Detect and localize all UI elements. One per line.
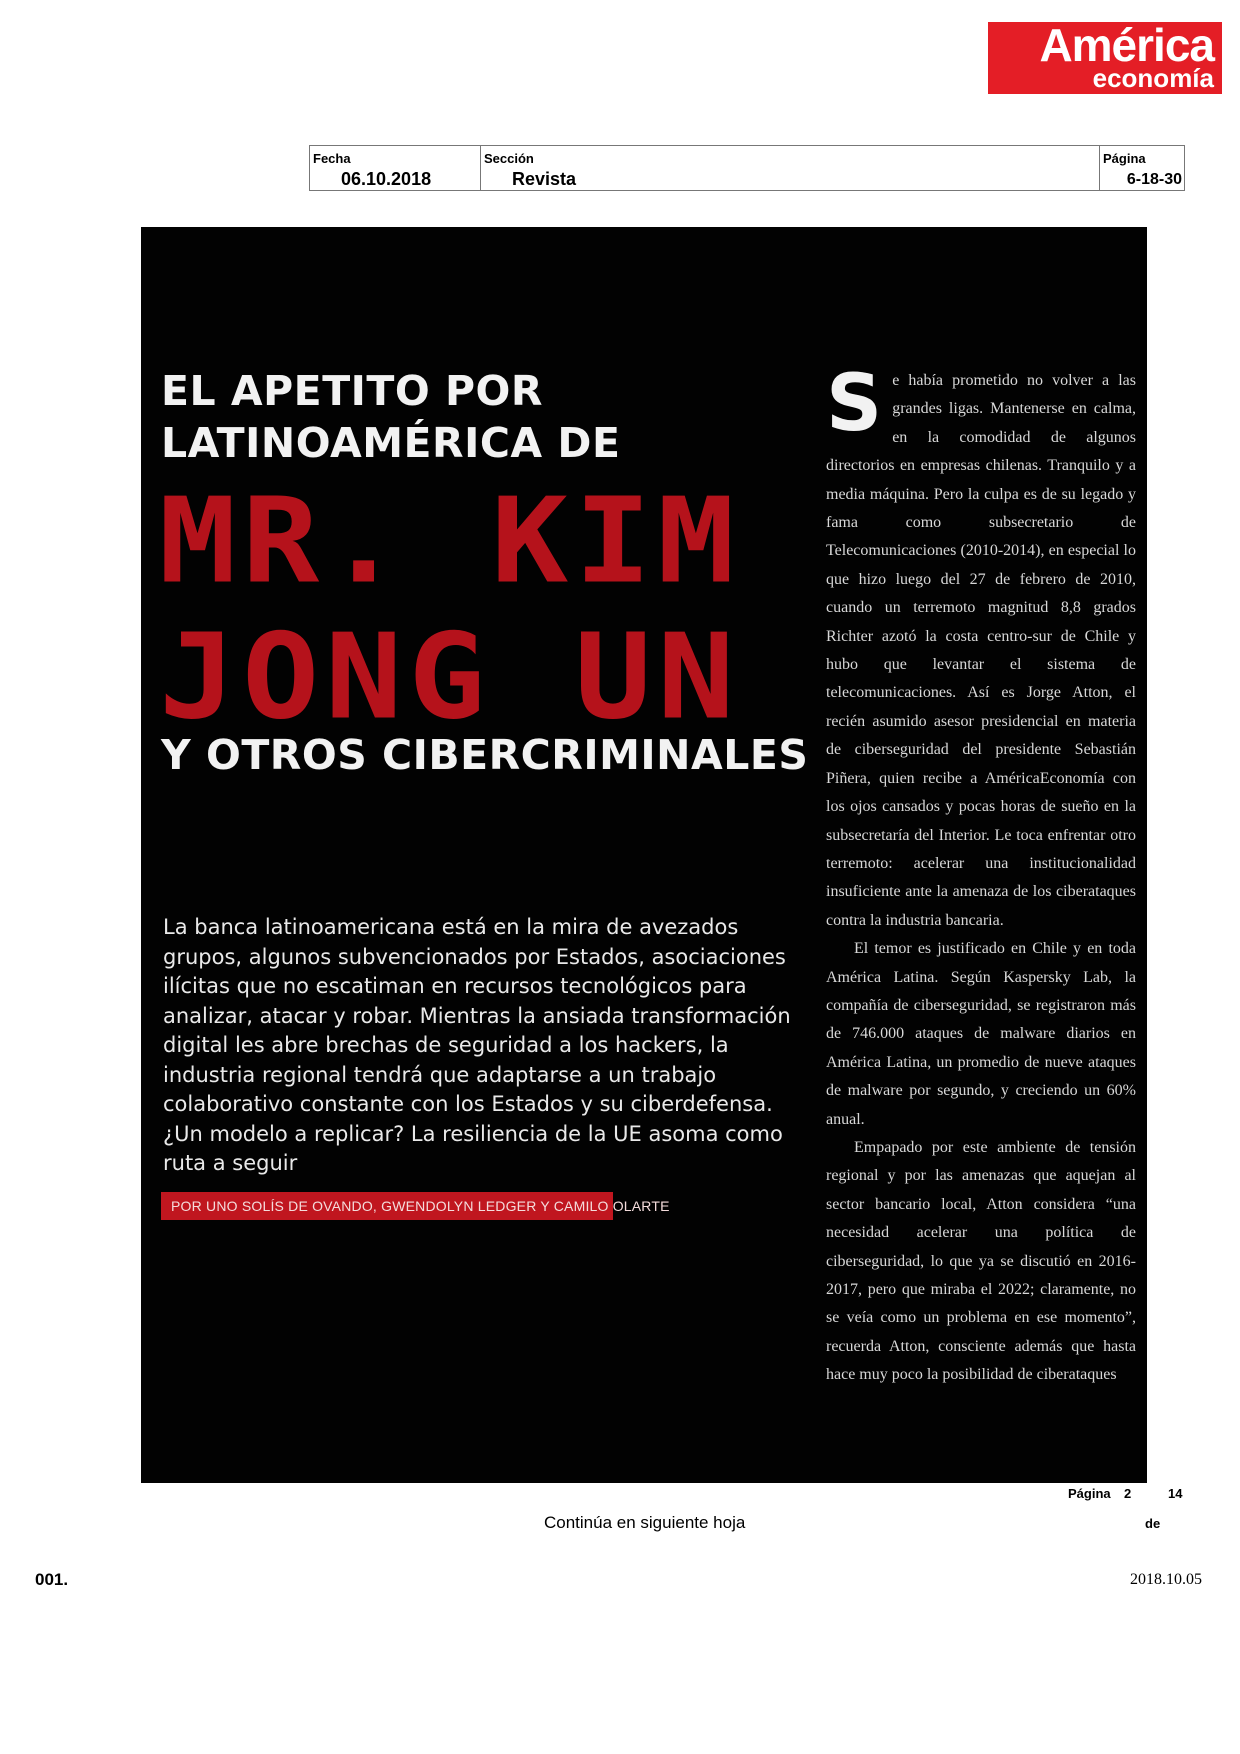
title-red-line-1: MR. KIM [159, 473, 741, 611]
fecha-cell [310, 146, 481, 190]
page-counter-total: 14 [1168, 1486, 1183, 1501]
clipping-meta-table [309, 145, 1185, 191]
article-byline: POR UNO SOLÍS DE OVANDO, GWENDOLYN LEDGER Y CAMILO OLARTE [161, 1192, 613, 1220]
fecha-label: Fecha [313, 151, 351, 166]
seccion-cell [481, 146, 1100, 190]
article-lead: La banca latinoamericana está en la mira de avezados grupos, algunos subvencionados por Estados, asociaciones ilícitas que no escatiman en recursos tecnológicos para analizar, atacar y robar. Mientras la ansiada transformación digital les abre brechas de seguridad a los hackers, la industria regional tendrá que adaptarse a un trabajo colaborativo constante con los Estados y su ciberdefensa. ¿Un modelo a replicar? La resiliencia de la UE asoma como ruta a seguir [163, 915, 791, 1175]
page-counter-label: Página [1068, 1486, 1111, 1501]
pagina-label: Página [1103, 151, 1146, 166]
title-line-1: EL APETITO POR [161, 367, 543, 415]
magazine-page-scan [141, 227, 1147, 1483]
fecha-value: 06.10.2018 [341, 169, 432, 189]
article-body-column [826, 359, 1136, 1390]
continues-notice: Continúa en siguiente hoja [544, 1513, 746, 1532]
seccion-value: Revista [512, 169, 577, 189]
title-line-3: Y OTROS CIBERCRIMINALES [161, 731, 809, 779]
pagina-cell [1100, 146, 1184, 190]
logo-line-economia: economía [1092, 63, 1214, 93]
clipping-date: 2018.10.05 [1130, 1571, 1202, 1588]
article-paragraph-1 [826, 359, 1136, 935]
pagina-value: 6-18-30 [1126, 171, 1182, 188]
article-paragraph-3: Empapado por este ambiente de tensión regional y por las amenazas que aquejan al sector bancario local, Atton considera “una necesidad acelerar una política de ciberseguridad, lo que ya se discutió en 2016-2017, pero que miraba el 2022; claramente, no se veía como un problema en ese momento”, recuerda Atton, consciente además que hasta hace muy poco la posibilidad de ciberataques [826, 1138, 1136, 1384]
dropcap: S [826, 359, 883, 449]
logo-line-america: América [1039, 22, 1214, 71]
page-counter-current: 2 [1124, 1486, 1132, 1501]
page-counter-de: de [1145, 1516, 1161, 1531]
title-line-2: LATINOAMÉRICA DE [161, 419, 621, 467]
article-paragraph-2: El temor es justificado en Chile y en toda América Latina. Según Kaspersky Lab, la compañía de ciberseguridad, se registraron más de 746.000 ataques de malware diarios en América Latina, un promedio de nueve ataques de malware por segundo, y creciendo un 60% anual. [826, 940, 1136, 1128]
title-red-line-2: JONG UN [159, 609, 741, 747]
paragraph-1-text: e había prometido no volver a las grandes ligas. Mantenerse en calma, en la comodidad de algunos directorios en empresas chilenas. Tranquilo y a media máquina. Pero la culpa es de su legado y fama como subsecretario de Telecomunicaciones (2010-2014), en especial lo que hizo luego del 27 de febrero de 2010, cuando un terremoto magnitud 8,8 grados Richter azotó la costa centro-sur de Chile y hubo que levantar el sistema de telecomunicaciones. Así es Jorge Atton, el recién asumido asesor presidencial en materia de ciberseguridad del presidente Sebastián Piñera, quien recibe a AméricaEconomía con los ojos cansados y pocas horas de sueño en la subsecretaría del Interior. Le toca enfrentar otro terremoto: acelerar una institucionalidad insuficiente ante la amenaza de los ciberataques contra la industria bancaria. [826, 372, 1136, 929]
america-economia-logo [988, 22, 1222, 94]
clipping-code: 001. [35, 1570, 69, 1589]
seccion-label: Sección [484, 151, 534, 166]
